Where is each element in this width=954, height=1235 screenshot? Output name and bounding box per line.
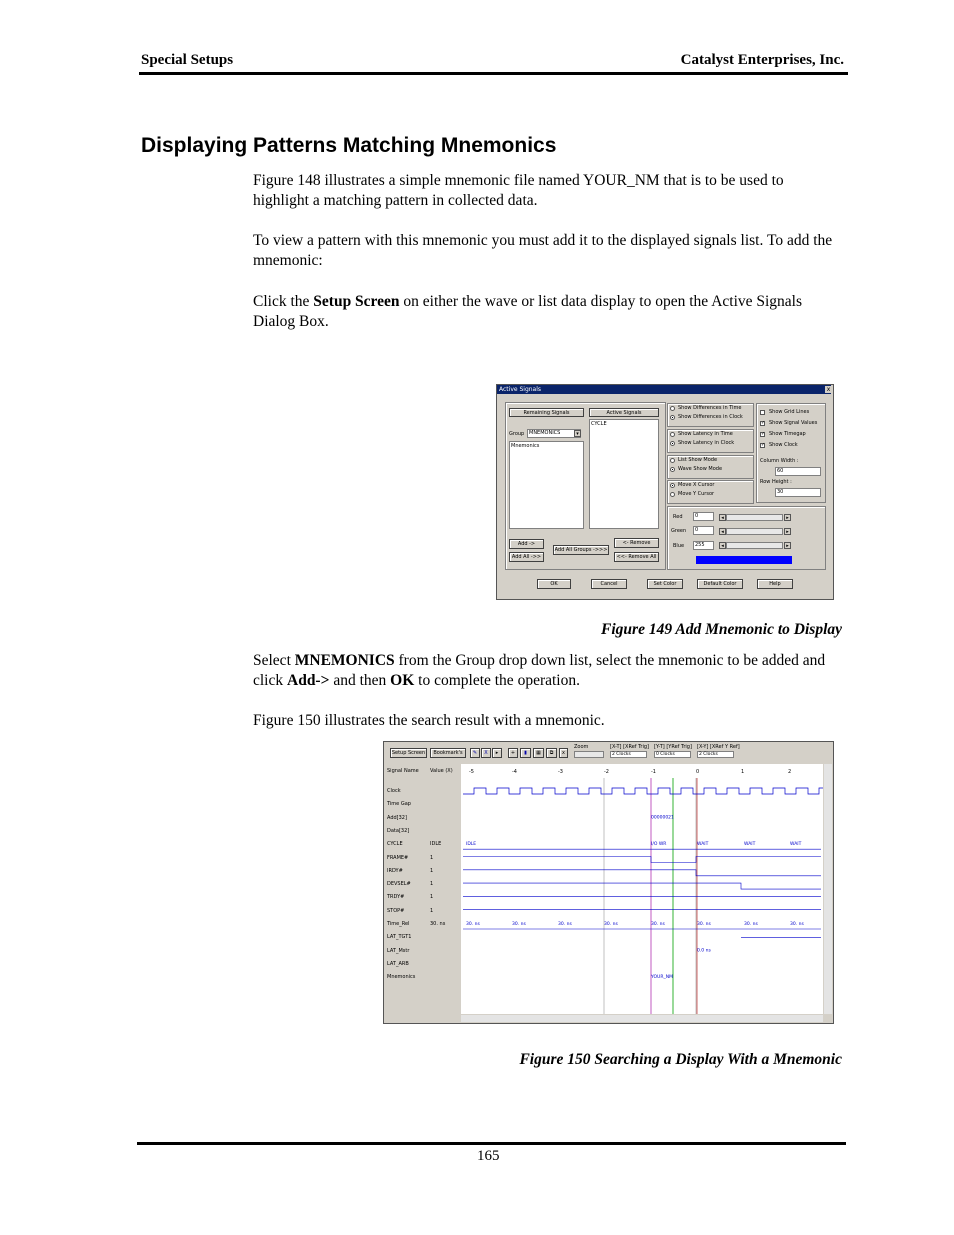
cancel-button[interactable]: Cancel bbox=[591, 579, 627, 589]
close-icon[interactable]: x bbox=[559, 748, 568, 758]
signal-name: Time_Rel bbox=[387, 921, 410, 927]
signal-value: 1 bbox=[430, 854, 434, 861]
radio-diff-clock[interactable] bbox=[670, 415, 675, 420]
value-header: Value (X) bbox=[430, 768, 453, 774]
radio-diff-time[interactable] bbox=[670, 406, 675, 411]
add-all-groups-button[interactable]: Add All Groups ->>> bbox=[554, 547, 608, 553]
active-signals-label: Active Signals bbox=[589, 408, 659, 417]
help-button[interactable]: Help bbox=[757, 579, 793, 589]
add-all-button[interactable]: Add All ->> bbox=[509, 552, 544, 562]
grid-icon[interactable]: ▦ bbox=[533, 748, 544, 758]
checkbox-label: Show Timegap bbox=[769, 431, 806, 437]
signal-names-column bbox=[386, 764, 428, 1014]
active-signals-dialog bbox=[496, 384, 834, 600]
text-run: from the Group drop down list, select the mnemonic to be added and click bbox=[253, 652, 826, 689]
arrow-right-icon[interactable]: ▸ bbox=[784, 514, 791, 521]
signal-name: FRAME# bbox=[387, 854, 409, 861]
color-preview bbox=[696, 556, 792, 564]
signal-value: 30. ns bbox=[430, 921, 446, 927]
group-dropdown[interactable]: MNEMONICS bbox=[527, 429, 581, 438]
arrow-left-icon[interactable]: ◂ bbox=[719, 542, 726, 549]
red-label: Red bbox=[673, 514, 683, 520]
bookmarks-button[interactable]: Bookmark's bbox=[430, 748, 466, 758]
time-rel-value: 30. ns bbox=[697, 922, 711, 927]
row-height-field[interactable]: 30 bbox=[775, 488, 821, 497]
text-run: Click the bbox=[253, 293, 314, 310]
text-run: Select bbox=[253, 652, 295, 669]
signal-value: 1 bbox=[430, 881, 434, 888]
ok-button[interactable]: OK bbox=[537, 579, 571, 589]
zoom-label: Zoom bbox=[574, 744, 589, 750]
clock-wave bbox=[463, 788, 823, 794]
cycle-value: I/O WR bbox=[651, 842, 667, 848]
zoom-slider[interactable] bbox=[574, 751, 604, 758]
radio-label: Show Differences in Clock bbox=[678, 414, 743, 420]
time-rel-value: 30. ns bbox=[651, 922, 665, 927]
signal-name: TRDY# bbox=[387, 894, 405, 901]
next-icon[interactable]: ▸ bbox=[492, 748, 502, 758]
checkbox-label: Show Signal Values bbox=[769, 420, 818, 426]
radio-lat-time[interactable] bbox=[670, 432, 675, 437]
radio-list-mode[interactable] bbox=[670, 458, 675, 463]
remove-button[interactable]: <- Remove bbox=[614, 538, 659, 548]
checkbox-label: Show Clock bbox=[769, 442, 798, 448]
tick-label: -3 bbox=[558, 769, 563, 775]
time-rel-value: 30. ns bbox=[790, 922, 804, 927]
remaining-signals-label: Remaining Signals bbox=[509, 408, 584, 417]
signal-name: LAT_ARB bbox=[387, 960, 409, 967]
green-slider[interactable] bbox=[726, 528, 783, 535]
dialog-title: Active Signals bbox=[497, 385, 831, 394]
blue-slider[interactable] bbox=[726, 542, 783, 549]
time-rel-value: 30. ns bbox=[604, 922, 618, 927]
yt-label: [Y-T] [YRef Trig] bbox=[654, 744, 692, 750]
frame-wave bbox=[463, 857, 821, 863]
red-field[interactable]: 0 bbox=[693, 512, 714, 521]
tick-label: -1 bbox=[651, 769, 656, 775]
setup-screen-button[interactable]: Setup Screen bbox=[391, 750, 426, 756]
signal-name: DEVSEL# bbox=[387, 881, 411, 888]
paragraph-setup bbox=[253, 292, 843, 332]
signal-name: Time Gap bbox=[387, 801, 411, 808]
wave-display bbox=[383, 741, 834, 1024]
bookmark-icon[interactable]: ✎ bbox=[470, 748, 480, 758]
tick-label: -5 bbox=[469, 769, 474, 775]
tick-label: 0 bbox=[696, 769, 700, 775]
time-rel-value: 30. ns bbox=[744, 922, 758, 927]
signal-name: Clock bbox=[387, 788, 401, 794]
address-value: 00000021 bbox=[651, 815, 674, 821]
close-icon[interactable]: x bbox=[826, 386, 831, 393]
checkbox-label: Show Grid Lines bbox=[769, 409, 810, 415]
signal-name: LAT_Mstr bbox=[387, 947, 410, 954]
tick-label: -2 bbox=[604, 769, 609, 775]
signal-name-header: Signal Name bbox=[387, 768, 419, 774]
time-rel-value: 30. ns bbox=[466, 922, 480, 927]
figure-150-caption: Figure 150 Searching a Display With a Mnemonic bbox=[519, 1051, 842, 1068]
default-color-button[interactable]: Default Color bbox=[697, 579, 743, 589]
green-field[interactable]: 0 bbox=[693, 526, 714, 535]
signal-value: 1 bbox=[430, 867, 434, 874]
green-label: Green bbox=[671, 528, 687, 534]
cycle-value: IDLE bbox=[466, 842, 477, 848]
paragraph-intro: Figure 148 illustrates a simple mnemonic file named YOUR_NM that is to be used to highlight a matching pattern in collected data. bbox=[253, 172, 784, 209]
arrow-left-icon[interactable]: ◂ bbox=[719, 514, 726, 521]
yt-value: 0 Clocks bbox=[654, 751, 691, 758]
time-rel-value: 30. ns bbox=[512, 922, 526, 927]
arrow-left-icon[interactable]: ◂ bbox=[719, 528, 726, 535]
radio-label: Move X Cursor bbox=[678, 482, 715, 488]
cycle-value: WAIT bbox=[697, 842, 709, 848]
blue-field[interactable]: 255 bbox=[693, 541, 714, 550]
xt-label: [X-T] [XRef Trig] bbox=[610, 744, 650, 750]
radio-label: Show Latency in Time bbox=[678, 431, 733, 437]
radio-wave-mode[interactable] bbox=[670, 467, 675, 472]
signal-value: IDLE bbox=[430, 841, 442, 848]
radio-lat-clock[interactable] bbox=[670, 441, 675, 446]
tick-label: 1 bbox=[741, 769, 745, 775]
devsel-wave bbox=[463, 883, 821, 889]
signal-name: LAT_TGT1 bbox=[387, 934, 412, 941]
paragraph-search: Figure 150 illustrates the search result with a mnemonic. bbox=[253, 712, 605, 729]
red-slider[interactable] bbox=[726, 514, 783, 521]
xy-label: [X-Y] [XRef Y Ref] bbox=[697, 744, 740, 750]
signal-name: Mnemonics bbox=[387, 974, 416, 981]
values-column bbox=[429, 764, 459, 1014]
paragraph-add: To view a pattern with this mnemonic you must add it to the displayed signals list. To add the mnemonic: bbox=[253, 232, 833, 269]
copy-icon[interactable]: ⧉ bbox=[546, 748, 557, 758]
text-run: to complete the operation. bbox=[414, 672, 580, 689]
ok-term: OK bbox=[390, 672, 415, 689]
cycle-value: WAIT bbox=[744, 842, 756, 848]
text-run: on either the wave or list data display to open the Active Signals Dialog Box. bbox=[253, 293, 803, 330]
section-title: Displaying Patterns Matching Mnemonics bbox=[141, 134, 557, 157]
page-number: 165 bbox=[477, 1148, 500, 1164]
radio-label: Wave Show Mode bbox=[678, 466, 723, 472]
checkbox-clock[interactable]: ✓ bbox=[761, 442, 766, 448]
chevron-down-icon[interactable]: ▾ bbox=[574, 430, 581, 437]
header-right: Catalyst Enterprises, Inc. bbox=[680, 52, 844, 68]
binary-icon[interactable]: ▮ bbox=[520, 748, 531, 758]
row-height-label: Row Height : bbox=[760, 479, 792, 485]
signal-name: CYCLE bbox=[387, 841, 403, 848]
horizontal-scrollbar[interactable] bbox=[461, 1015, 823, 1022]
mnemonic-value: YOUR_NM bbox=[651, 975, 673, 981]
set-color-button[interactable]: Set Color bbox=[647, 579, 683, 589]
waveform-plot[interactable] bbox=[461, 764, 823, 1014]
vertical-scrollbar[interactable] bbox=[824, 764, 832, 1014]
remove-all-button[interactable]: <<- Remove All bbox=[614, 552, 659, 562]
signal-name: IRDY# bbox=[387, 867, 403, 874]
signal-name: STOP# bbox=[387, 907, 405, 914]
tick-label: -4 bbox=[512, 769, 517, 775]
radio-label: Show Differences in Time bbox=[678, 405, 742, 411]
column-width-field[interactable]: 60 bbox=[775, 467, 821, 476]
header-rule bbox=[139, 72, 848, 75]
setup-screen-term: Setup Screen bbox=[313, 293, 400, 310]
radio-label: Show Latency in Clock bbox=[678, 440, 735, 446]
footer-rule bbox=[137, 1142, 846, 1145]
arrow-right-icon[interactable]: ▸ bbox=[784, 528, 791, 535]
column-width-label: Column Width : bbox=[760, 458, 799, 464]
list-item[interactable]: Mnemonics bbox=[511, 443, 540, 449]
time-rel-value: 30. ns bbox=[558, 922, 572, 927]
checkbox-signal-values[interactable]: ✓ bbox=[761, 420, 766, 426]
arrow-right-icon[interactable]: ▸ bbox=[784, 542, 791, 549]
text-run: and then bbox=[329, 672, 391, 689]
xy-value: 2 Clocks bbox=[697, 751, 734, 758]
signal-name: Add[32] bbox=[387, 814, 407, 821]
radio-label: List Show Mode bbox=[678, 457, 718, 463]
plus-icon[interactable]: + bbox=[508, 748, 518, 758]
header-left: Special Setups bbox=[141, 52, 234, 68]
checkbox-timegap[interactable]: ✓ bbox=[761, 431, 766, 437]
checkbox-grid[interactable] bbox=[760, 410, 765, 415]
blue-label: Blue bbox=[673, 543, 685, 549]
add-term: Add-> bbox=[287, 672, 330, 689]
group-label: Group bbox=[509, 431, 525, 437]
irdy-wave bbox=[463, 870, 821, 876]
signal-value: 1 bbox=[430, 894, 434, 901]
figure-149-caption: Figure 149 Add Mnemonic to Display bbox=[601, 621, 842, 638]
x-icon[interactable]: X bbox=[481, 748, 491, 758]
signal-name: Data[32] bbox=[387, 827, 410, 834]
tick-label: 2 bbox=[788, 769, 792, 775]
list-item[interactable]: CYCLE bbox=[591, 421, 607, 427]
xt-value: 2 Clocks bbox=[610, 751, 647, 758]
lat-mstr-value: 0.0 ns bbox=[697, 948, 711, 954]
radio-label: Move Y Cursor bbox=[678, 491, 715, 497]
add-button[interactable]: Add -> bbox=[509, 539, 544, 549]
radio-move-x[interactable] bbox=[670, 483, 675, 488]
radio-move-y[interactable] bbox=[670, 492, 675, 497]
remaining-signals-list[interactable] bbox=[509, 441, 584, 529]
cycle-value: WAIT bbox=[790, 842, 802, 848]
mnemonics-term: MNEMONICS bbox=[294, 652, 395, 669]
signal-value: 1 bbox=[430, 907, 434, 914]
paragraph-select bbox=[253, 651, 843, 691]
active-signals-list[interactable] bbox=[589, 419, 659, 529]
